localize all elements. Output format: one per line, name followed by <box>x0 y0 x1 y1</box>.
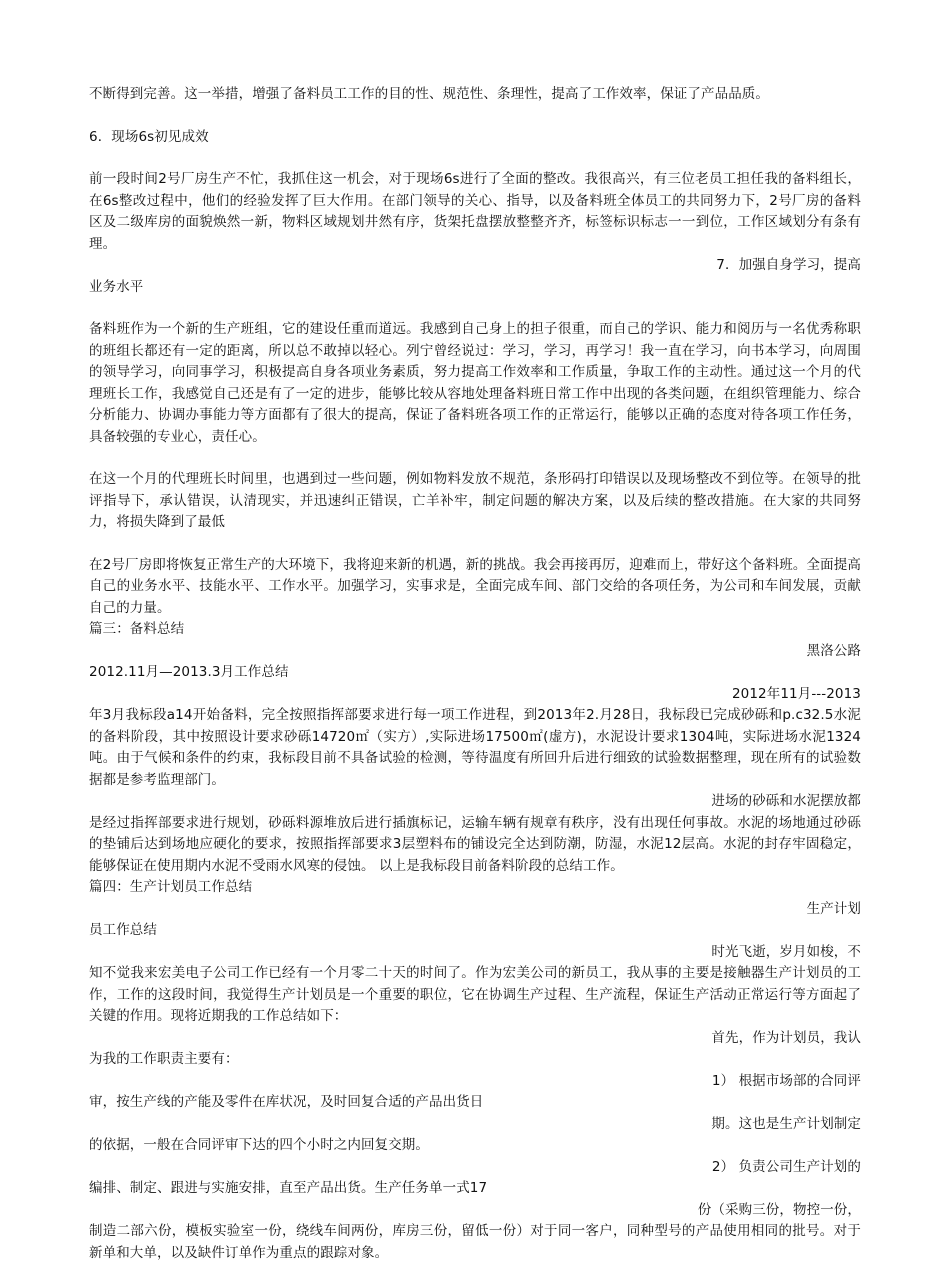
chapter-3-intro-part2: 年3月我标段a14开始备料，完全按照指挥部要求进行每一项工作进程，到2013年2.月28日，我标段已完成砂砾和p.c32.5水泥的备料阶段，其中按照设计要求砂砾14720㎡（实方）,实际进场17500㎡(虚方)，水泥设计要求1304吨，实际进场水泥1324吨。由于气候和条件的约束，我标段目前不具备试验的检测，等待温度有所回升后进行细致的试验数据整理，现在所有的试验数据都是参考监理部门。 <box>89 707 861 788</box>
chapter-3-storage-part1: 进场的砂砾和水泥摆放都 <box>711 793 861 809</box>
section-heading-7-part2: 业务水平 <box>89 278 144 295</box>
paragraph-problems: 在这一个月的代理班长时间里，也遇到过一些问题，例如物料发放不规范，条形码打印错误以及现场整改不到位等。在领导的批评指导下，承认错误，认清现实，并迅速纠正错误，亡羊补牢，制定问题的解决方案，以及后续的整改措施。在大家的共同努力，将损失降到了最低 <box>89 471 861 530</box>
duty-2-part2: 编排、制定、跟进与实施安排，直至产品出货。生产任务单一式17 <box>89 1180 488 1196</box>
chapter-4-subtitle-part1: 生产计划 <box>806 900 861 917</box>
paragraph-study: 备料班作为一个新的生产班组，它的建设任重而道远。我感到自己身上的担子很重，而自己的学识、能力和阅历与一名优秀称职的班组长都还有一定的距离，所以总不敢掉以轻心。列宁曾经说过：学习，学习，再学习！我一直在学习，向书本学习，向周围的领导学习，向同事学习，积极提高自身各项业务素质，努力提高工作效率和工作质量，争取工作的主动性。通过这一个月的代理班长工作，我感觉自己还是有了一定的进步，能够比较从容地处理备料班日常工作中出现的各类问题，在组织管理能力、综合分析能力、协调办事能力等方面都有了很大的提高，保证了备料班各项工作的正常运行，能够以正确的态度对待各项工作任务，具备较强的专业心，责任心。 <box>89 321 861 445</box>
document-page <box>89 84 861 1264</box>
paragraph-1: 不断得到完善。这一举措，增强了备料员工工作的目的性、规范性、条理性，提高了工作效率，保证了产品品质。 <box>89 86 769 102</box>
chapter-3-intro-part1: 2012年11月---2013 <box>731 685 861 702</box>
duty-2-part1: 2） 负责公司生产计划的 <box>711 1158 861 1175</box>
duty-2-part4: 制造二部六份，模板实验室一份，绕线车间两份，库房三份，留低一份）对于同一客户，同种型号的产品使用相同的批号。对于新单和大单，以及缺件订单作为重点的跟踪对象。 <box>89 1223 861 1261</box>
paragraph-6s: 前一段时间2号厂房生产不忙，我抓住这一机会，对于现场6s进行了全面的整改。我很高兴，有三位老员工担任我的备料组长，在6s整改过程中，他们的经验发挥了巨大作用。在部门领导的关心、指导，以及备料班全体员工的共同努力下，2号厂房的备料区及二级库房的面貌焕然一新，物料区域规划井然有序，货架托盘摆放整整齐齐，标签标识标志一一到位，工作区域划分有条有理。 <box>89 171 861 252</box>
chapter-4-intro-part1: 时光飞逝，岁月如梭，不 <box>711 943 861 960</box>
paragraph-outlook: 在2号厂房即将恢复正常生产的大环境下，我将迎来新的机遇，新的挑战。我会再接再厉，迎难而上，带好这个备料班。全面提高自己的业务水平、技能水平、工作水平。加强学习，实事求是，全面完成车间、部门交给的各项任务，为公司和车间发展，贡献自己的力量。 <box>89 556 861 616</box>
chapter-3-title: 篇三：备料总结 <box>89 621 185 637</box>
duty-2-part3: 份（采购三份，物控一份， <box>697 1201 861 1218</box>
duty-1-part3: 期。这也是生产计划制定 <box>711 1115 861 1132</box>
chapter-4-title: 篇四：生产计划员工作总结 <box>89 879 253 895</box>
chapter-3-storage-part2: 是经过指挥部要求进行规划，砂砾料源堆放后进行插旗标记，运输车辆有规章有秩序，没有出现任何事故。水泥的场地通过砂砾的垫铺后达到场地应硬化的要求，按照指挥部要求3层塑料布的铺设完全达到防潮，防湿，水泥12层高。水泥的封存牢固稳定，能够保证在使用期内水泥不受雨水风寒的侵蚀。 以上是我标段目前备料阶段的总结工作。 <box>89 814 861 874</box>
duty-1-part4: 的依据，一般在合同评审下达的四个小时之内回复交期。 <box>89 1137 429 1153</box>
duty-1-part1: 1） 根据市场部的合同评 <box>711 1072 861 1089</box>
chapter-4-intro-part2: 知不觉我来宏美电子公司工作已经有一个月零二十天的时间了。作为宏美公司的新员工，我从事的主要是接触器生产计划员的工作，工作的这段时间，我觉得生产计划员是一个重要的职位，它在协调生产过程、生产流程，保证生产活动正常运行等方面起了关键的作用。现将近期我的工作总结如下： <box>89 965 861 1024</box>
duties-intro-part1: 首先，作为计划员，我认 <box>711 1029 861 1046</box>
section-heading-7-part1: 7．加强自身学习，提高 <box>716 257 861 273</box>
duty-1-part2: 审，按生产线的产能及零件在库状况，及时回复合适的产品出货日 <box>89 1094 484 1110</box>
chapter-4-subtitle-part2: 员工作总结 <box>89 922 157 938</box>
chapter-3-subtitle-part1: 黑洛公路 <box>806 642 861 659</box>
chapter-3-subtitle-part2: 2012.11月—2013.3月工作总结 <box>89 664 289 680</box>
duties-intro-part2: 为我的工作职责主要有： <box>89 1051 239 1067</box>
section-heading-6: 6．现场6s初见成效 <box>89 128 209 145</box>
